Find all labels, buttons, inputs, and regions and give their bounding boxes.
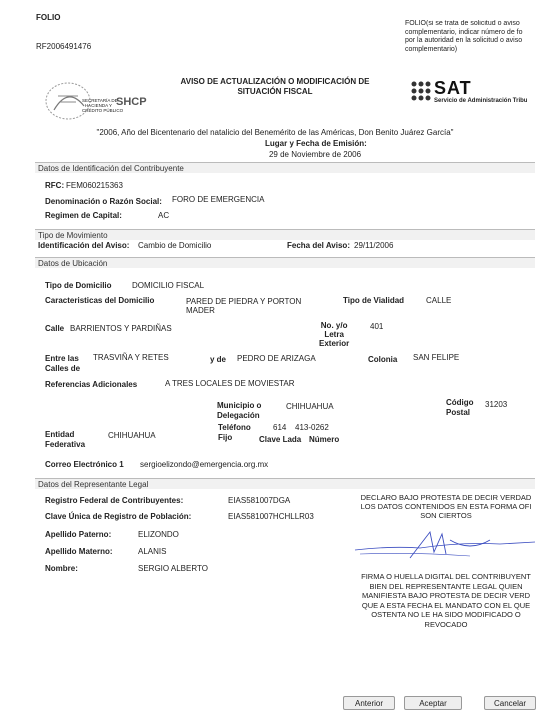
entidad-value: CHIHUAHUA bbox=[108, 431, 156, 440]
sat-wordmark: SAT bbox=[434, 78, 472, 98]
municipio-label-line: Delegación bbox=[217, 411, 260, 420]
section-representante: Datos del Representante Legal bbox=[35, 478, 535, 489]
codigo-postal-label-line: Código bbox=[446, 398, 474, 407]
place-date-label: Lugar y Fecha de Emisión: bbox=[265, 139, 367, 148]
section-contribuyente: Datos de Identificación del Contribuyente bbox=[35, 162, 535, 173]
entre-calles-label-line: Entre las bbox=[45, 354, 79, 363]
sat-logo bbox=[410, 78, 550, 108]
folio-note-line: por la autoridad en la solicitud o aviso bbox=[405, 37, 523, 44]
shcp-text-line: SECRETARÍA DE bbox=[82, 98, 118, 103]
regimen-value: AC bbox=[158, 211, 170, 220]
correo-value: sergioelizondo@emergencia.org.mx bbox=[140, 460, 269, 469]
numero-label: Número bbox=[309, 435, 340, 444]
apellido-paterno-label: Apellido Paterno: bbox=[45, 530, 112, 539]
declaracion-line: LOS DATOS CONTENIDOS EN ESTA FORMA OFI bbox=[360, 502, 532, 511]
folio-label: FOLIO bbox=[36, 13, 61, 22]
entidad-label-line: Federativa bbox=[45, 440, 86, 449]
y-de-value: PEDRO DE ARIZAGA bbox=[237, 354, 316, 363]
caracteristicas-value: PARED DE PIEDRA Y PORTON bbox=[186, 297, 302, 306]
firma-text bbox=[356, 572, 536, 629]
telefono-label-line: Fijo bbox=[218, 433, 233, 442]
section-ubicacion: Datos de Ubicación bbox=[35, 257, 535, 268]
tipo-domicilio-value: DOMICILIO FISCAL bbox=[132, 281, 205, 290]
firma-line: OSTENTA NO LE HA SIDO MODIFICADO O bbox=[371, 610, 521, 619]
denominacion-label: Denominación o Razón Social: bbox=[45, 197, 162, 206]
declaracion-line: SON CIERTOS bbox=[420, 511, 472, 520]
motto: "2006, Año del Bicentenario del natalicio del Benemérito de las Américas, Don Benito Juárez García" bbox=[96, 128, 454, 137]
municipio-label bbox=[217, 401, 261, 421]
caracteristicas-label: Caracteristicas del Domicilio bbox=[45, 296, 155, 305]
aviso-label: Identificación del Aviso: bbox=[38, 241, 130, 250]
curp-value: EIAS581007HCHLLR03 bbox=[228, 512, 314, 521]
telefono-label bbox=[218, 423, 251, 443]
entidad-label bbox=[45, 430, 85, 450]
tipo-domicilio-label: Tipo de Domicilio bbox=[45, 281, 112, 290]
codigo-postal-label bbox=[446, 398, 474, 418]
firma-line: MANIFIESTA BAJO PROTESTA DE DECIR VERD bbox=[361, 591, 531, 600]
municipio-value: CHIHUAHUA bbox=[286, 402, 334, 411]
numero-exterior-label-line: No. y/o bbox=[320, 321, 348, 330]
apellido-materno-label: Apellido Materno: bbox=[45, 547, 113, 556]
caracteristicas-value-2: MADER bbox=[186, 306, 215, 315]
vialidad-label: Tipo de Vialidad bbox=[343, 296, 405, 305]
curp-label: Clave Única de Registro de Población: bbox=[45, 512, 192, 521]
entre-calles-value: TRASVIÑA Y RETES bbox=[93, 353, 169, 362]
rep-rfc-label: Registro Federal de Contribuyentes: bbox=[45, 496, 184, 505]
sat-grid-icon bbox=[410, 80, 432, 102]
colonia-value: SAN FELIPE bbox=[413, 353, 460, 362]
regimen-label: Regimen de Capital: bbox=[45, 211, 122, 220]
correo-label: Correo Electrónico 1 bbox=[45, 460, 124, 469]
folio-note-line: complementario) bbox=[405, 45, 458, 53]
denominacion-value: FORO DE EMERGENCIA bbox=[172, 195, 265, 204]
telefono-label-line: Teléfono bbox=[218, 423, 251, 432]
nombre-value: SERGIO ALBERTO bbox=[138, 564, 208, 573]
sat-name: Servicio de Administración Tribu bbox=[434, 98, 528, 104]
firma-line: QUE A ESTA FECHA EL MANDATO CON EL QUE bbox=[361, 600, 531, 610]
entre-calles-label-line: Calles de bbox=[45, 364, 81, 373]
codigo-postal-value: 31203 bbox=[485, 400, 508, 409]
rfc-value: FEM060215363 bbox=[66, 181, 123, 190]
shcp-text-line: CRÉDITO PÚBLICO bbox=[82, 108, 124, 113]
numero-exterior-value: 401 bbox=[370, 322, 384, 331]
shcp-abbr: SHCP bbox=[116, 96, 147, 108]
cancelar-button[interactable]: Cancelar bbox=[484, 696, 536, 710]
place-date-value: 29 de Noviembre de 2006 bbox=[268, 150, 362, 159]
shcp-text-line: HACIENDA Y bbox=[84, 103, 112, 108]
y-de-label: y de bbox=[210, 355, 227, 364]
entidad-label-line: Entidad bbox=[45, 430, 75, 439]
apellido-paterno-value: ELIZONDO bbox=[138, 530, 179, 539]
firma-line: FIRMA O HUELLA DIGITAL DEL CONTRIBUYENT bbox=[361, 572, 531, 581]
signature-icon bbox=[350, 522, 540, 572]
numero-exterior-label-line: Letra bbox=[324, 330, 344, 339]
numero-exterior-label bbox=[319, 321, 349, 348]
aceptar-button[interactable]: Aceptar bbox=[404, 696, 462, 710]
fecha-aviso-value: 29/11/2006 bbox=[354, 241, 394, 250]
firma-line: REVOCADO bbox=[424, 619, 468, 629]
folio-note-line: FOLIO(si se trata de solicitud o aviso bbox=[405, 20, 520, 27]
colonia-label: Colonia bbox=[368, 355, 398, 364]
rfc-label: RFC: bbox=[45, 181, 65, 190]
clave-lada-label: Clave Lada bbox=[259, 435, 302, 444]
codigo-postal-label-line: Postal bbox=[446, 408, 471, 417]
nombre-label: Nombre: bbox=[45, 564, 78, 573]
firma-line: BIEN DEL REPRESENTANTE LEGAL QUIEN bbox=[369, 581, 523, 591]
shcp-logo bbox=[38, 76, 147, 126]
calle-label: Calle bbox=[45, 324, 65, 333]
fecha-aviso-label: Fecha del Aviso: bbox=[287, 241, 350, 250]
aviso-value: Cambio de Domicilio bbox=[138, 241, 212, 250]
numero-exterior-label-line: Exterior bbox=[319, 339, 350, 348]
calle-value: BARRIENTOS Y PARDIÑAS bbox=[70, 324, 172, 333]
rep-rfc-value: EIAS581007DGA bbox=[228, 496, 291, 505]
title-line: AVISO DE ACTUALIZACIÓN O MODIFICACIÓN DE bbox=[180, 77, 370, 86]
section-movimiento: Tipo de Movimiento bbox=[35, 229, 535, 240]
referencias-value: A TRES LOCALES DE MOVIESTAR bbox=[165, 379, 295, 388]
title-line: SITUACIÓN FISCAL bbox=[237, 87, 313, 96]
anterior-button[interactable]: Anterior bbox=[343, 696, 395, 710]
clave-lada-value: 614 bbox=[273, 423, 287, 432]
page-title bbox=[150, 77, 400, 97]
telefono-numero-value: 413-0262 bbox=[295, 423, 329, 432]
folio-note bbox=[405, 20, 550, 54]
folio-value: RF2006491476 bbox=[36, 42, 92, 51]
declaracion-text bbox=[356, 493, 536, 520]
vialidad-value: CALLE bbox=[426, 296, 452, 305]
declaracion-line: DECLARO BAJO PROTESTA DE DECIR VERDAD bbox=[360, 493, 532, 502]
entre-calles-label bbox=[45, 354, 80, 374]
folio-note-line: complementario, indicar número de fo bbox=[405, 28, 523, 36]
apellido-materno-value: ALANIS bbox=[138, 547, 167, 556]
municipio-label-line: Municipio o bbox=[217, 401, 262, 410]
referencias-label: Referencias Adicionales bbox=[45, 380, 138, 389]
